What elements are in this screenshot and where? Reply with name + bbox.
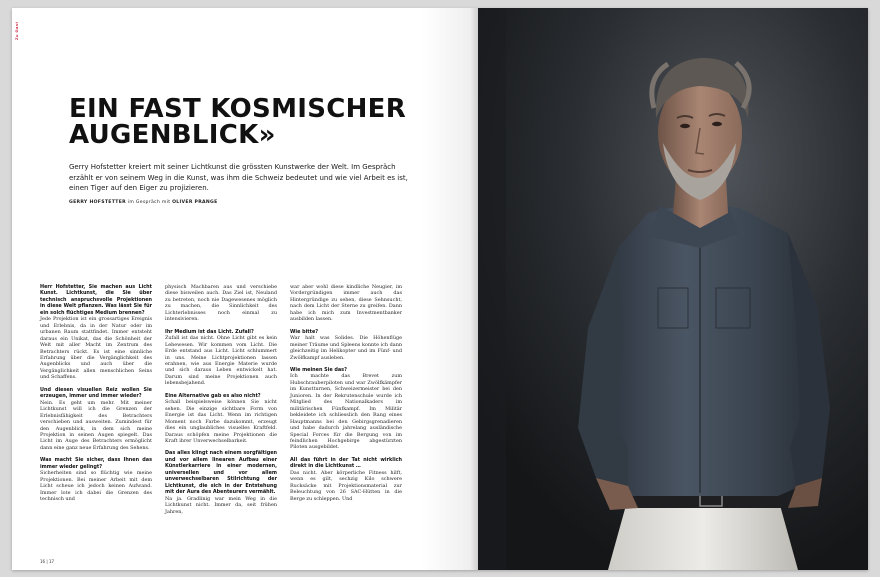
- answer: Sicherheiten sind so flüchtig wie meine Projektionen. Bei meiner Arbeit mit dem Licht scheue ich jedoch keinen Aufwand. Immer lote ich dabei die Grenzen des technisch und: [40, 470, 152, 503]
- question: Was macht Sie sicher, dass Ihnen das immer wieder gelingt?: [40, 457, 152, 470]
- qa-block: [40, 387, 152, 452]
- question: All das führt in der Tat nicht wirklich direkt in die Lichtkunst …: [290, 456, 402, 470]
- answer: Nein. Es geht um mehr. Mit meiner Lichtkunst will ich die Grenzen der Erlebnisfähigkeit des Betrachters verschieben und ausweiten. Zumindest für den Augenblick, in dem sich meine Projektion in seinen Augen spiegelt. Das Licht im Auge des Betrachters ermöglicht dann eine ganz neue Erfahrung des Sehens.: [40, 399, 152, 451]
- question: Ihr Medium ist das Licht. Zufall?: [165, 328, 254, 335]
- answer: War halt was Solides. Die Höhenflüge meiner Träume und Spleens konnte ich dann gleichzeitig im Helikopter und im Fünf- und Zwölfkampf ausleben.: [290, 335, 402, 361]
- question: Das alles klingt nach einem sorgfältigen und vor allem linearen Aufbau einer Künstlerkarriere in einer modernen, universellen und vor allem unverwechselbaren Stilrichtung der Lichtkunst, die sich in der Entstehung mit der Aura des Abenteurers vermählt.: [165, 450, 277, 496]
- body-columns: [12, 284, 478, 534]
- qa-block: [290, 284, 402, 323]
- answer: Jede Projektion ist ein grossartiges Ereignis und Erlebnis, da in der Natur oder im urbanen Raum stattfindet. Immer entsteht daraus ein Unikat, das die Schönheit der Welt mit aller Macht im Zentrum des Betrachters rückt. Es ist eine sinnliche Erfahrung über die Vergänglichkeit des Augenblicks und auch über die Vergänglichkeit allen menschlichen Seins und Schaffens.: [40, 316, 152, 381]
- page-numbers: 16 | 17: [40, 559, 55, 564]
- byline-interviewer: OLIVER PRANGE: [172, 200, 218, 205]
- question: Und diesen visuellen Reiz wollen Sie erzeugen, immer und immer wieder?: [40, 386, 152, 400]
- gutter-shadow: [470, 8, 478, 570]
- byline-subject: GERRY HOFSTETTER: [69, 200, 126, 205]
- lead-paragraph: Gerry Hofstetter kreiert mit seiner Lichtkunst die grössten Kunstwerke der Welt. Im Gespräch erzählt er von seinem Weg in die Kunst, was ihm die Schweiz bedeutet und wie viel Arbeit es ist, einen Tiger auf den Eiger zu projizieren.: [69, 163, 408, 192]
- answer: physisch Machbaren aus und verschiebe diese bisweilen auch. Das Ziel ist, Neuland zu betreten, noch nie Dagewesenes möglich zu machen, die Sinnlichkeit des Lichterlebnisses noch einmal zu intensivieren.: [165, 284, 277, 323]
- qa-block: [290, 329, 402, 361]
- qa-block: [290, 457, 402, 502]
- question: Eine Alternative gab es also nicht?: [165, 392, 261, 399]
- byline: [69, 200, 414, 205]
- qa-block: [40, 284, 152, 381]
- question: Wie bitte?: [290, 328, 319, 335]
- qa-block: [290, 367, 402, 451]
- right-page-portrait: [478, 8, 868, 570]
- portrait-photo: [478, 8, 868, 570]
- column-2: [165, 284, 277, 521]
- qa-block: [165, 329, 277, 387]
- answer: Schall beispielsweise können Sie nicht sehen. Die einzige sichtbare Form von Energie ist das Licht. Wenn im richtigen Moment noch Farbe dazukommt, erzeugt dies ein unglaubliches visuelles Kraftfeld. Daraus schöpfen meine Projektionen die Kraft ihrer Unverwechselbarkeit.: [165, 399, 277, 444]
- qa-block: [165, 284, 277, 323]
- headline-line-1: EIN FAST KOSMISCHER: [69, 94, 407, 124]
- headline-line-2: AUGENBLICK»: [69, 120, 276, 150]
- magazine-spread: [12, 8, 868, 570]
- question: Herr Hofstetter, Sie machen aus Licht Kunst. Lichtkunst, die Sie über technisch anspruchsvolle Projektionen in diese Welt pflanzen. Was lässt Sie für ein solch flüchtiges Medium brennen?: [40, 284, 152, 316]
- column-1: [40, 284, 152, 509]
- headline: [69, 96, 429, 148]
- answer: war aber wohl diese kindliche Neugier, im Vordergründigen immer auch das Hintergründige zu sehen, diese Sehnsucht, nach dem Licht der Sterne zu greifen. Dann habe ich mich zum Investmentbanker ausbilden lassen.: [290, 284, 402, 323]
- column-3: [290, 284, 402, 508]
- qa-block: [165, 450, 277, 515]
- answer: Ich machte das Brevet zum Hubschrauberpiloten und war Zwölfkämpfer im Kunstturnen, Schweizermeister bei den Junioren. In der Rekrutenschule wurde ich Mitglied des Nationalkaders im militärischen Fünfkampf. Im Militär bekleidete ich schliesslich den Rang eines Hauptmanns bei den Gebirgsgrenadieren und habe dadurch jahrelang ausländische Special Forces für die Bergung von im feindlichen Hochgebirge abgestürzten Piloten ausgebildet.: [290, 373, 402, 451]
- question: Wie meinen Sie das?: [290, 366, 347, 373]
- qa-block: [165, 393, 277, 445]
- answer: Zufall ist das nicht. Ohne Licht gibt es kein Lebewesen. Wir kommen vom Licht. Die Erde entstand aus Licht. Licht schlummert in uns. Meine Lichtprojektionen lassen erahnen, wie aus Energie Materie wurde und sich daraus Leben entwickelt hat. Darum sind meine Projektionen auch lebensbejahend.: [165, 335, 277, 387]
- left-page: [12, 8, 478, 570]
- qa-block: [40, 457, 152, 502]
- answer: Na ja. Gradlinig war mein Weg in die Lichtkunst nicht. Immer da, seit frühen Jahren,: [165, 495, 277, 515]
- byline-middle: im Gespräch mit: [125, 200, 173, 205]
- section-tag: Zu Gast: [14, 21, 19, 40]
- answer: Das nicht. Aber körperliche Fitness hilft, wenn es gilt, sechzig Kilo schwere Rucksäcke mit Projektionsmaterial zur Beleuchtung von 26 SAC-Hütten in die Berge zu schleppen. Und: [290, 469, 402, 502]
